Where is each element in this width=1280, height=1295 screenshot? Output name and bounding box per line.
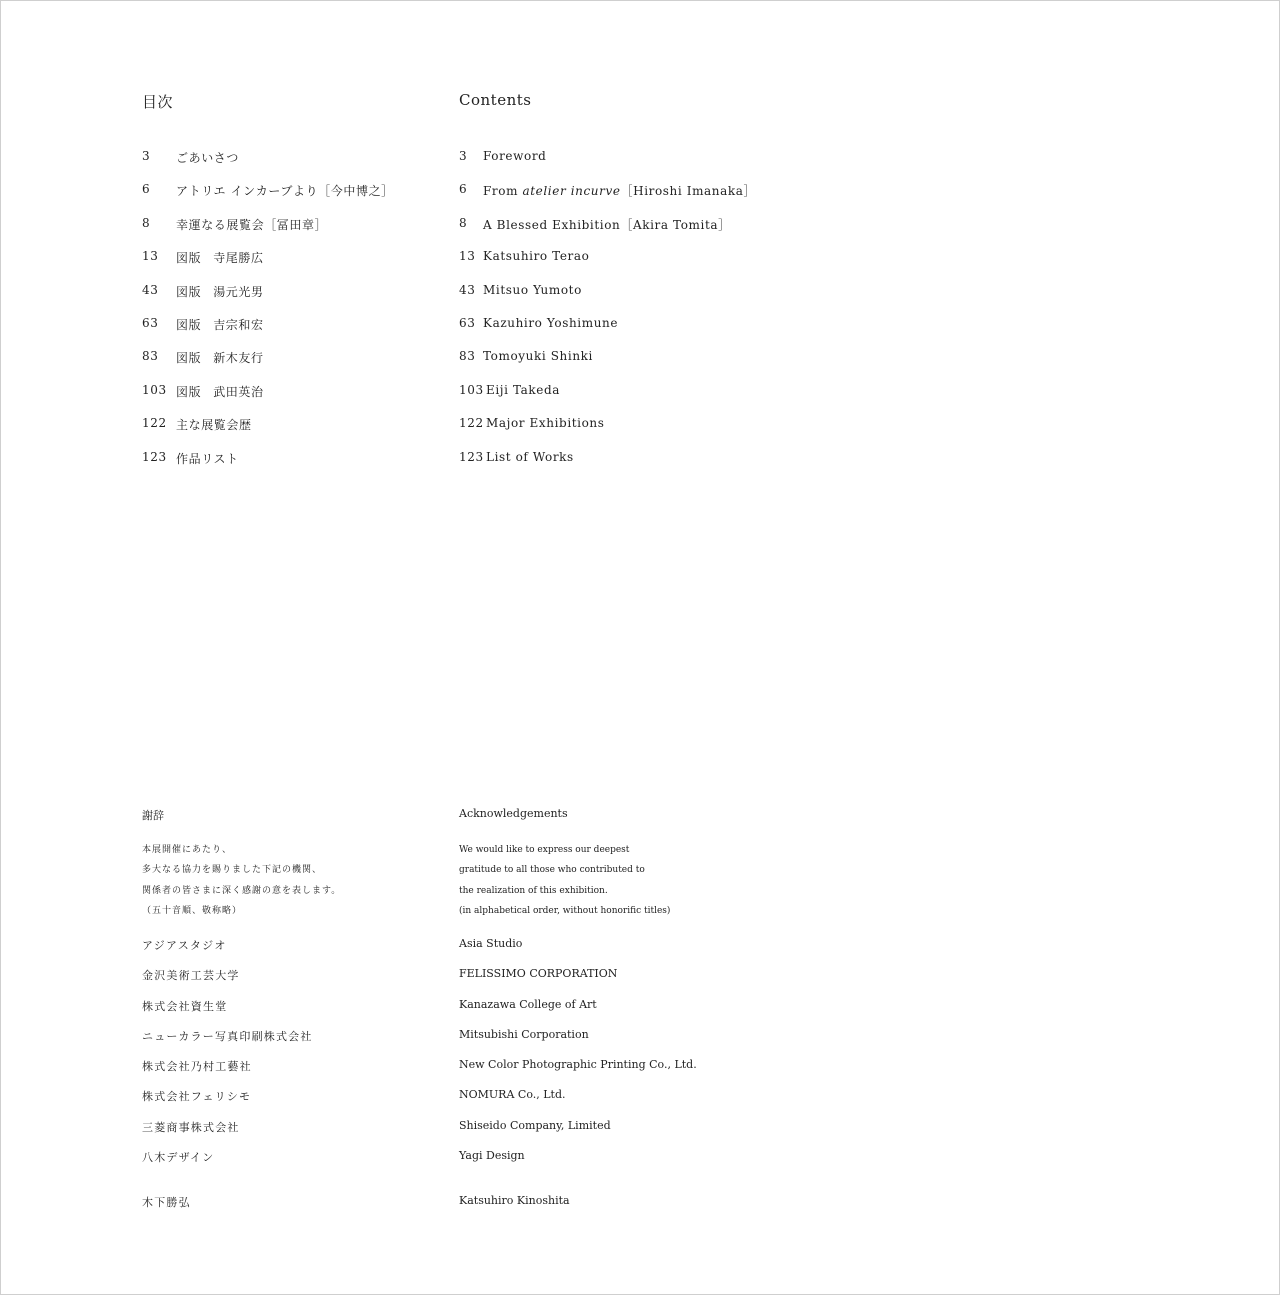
intro-line: (in alphabetical order, without honorific titles)	[459, 905, 671, 916]
toc-title: Katsuhiro Terao	[483, 249, 590, 264]
org-name: 株式会社乃村工藝社	[142, 1060, 252, 1074]
toc-page-number: 3	[142, 149, 151, 163]
toc-title: 幸運なる展覧会［冨田章］	[176, 217, 328, 232]
toc-title	[483, 182, 756, 199]
intro-line: 本展開催にあたり、	[142, 845, 233, 855]
toc-list-jp	[142, 149, 394, 483]
toc-page-number: 8	[459, 215, 468, 230]
acknowledgements-intro-en	[459, 840, 670, 921]
intro-line: 関係者の皆さまに深く感謝の意を表します。	[142, 885, 342, 896]
acknowledgements-intro-jp	[142, 840, 341, 921]
acknowledged-person-jp: 木下勝弘	[142, 1196, 191, 1209]
toc-title: 主な展覧会歴	[176, 418, 252, 433]
acknowledgements-orgs-jp	[142, 937, 313, 1179]
toc-page-number: 103	[142, 382, 167, 397]
org-name: Mitsubishi Corporation	[459, 1027, 589, 1041]
org-name: Kanazawa College of Art	[459, 997, 597, 1011]
org-name: 八木デザイン	[142, 1151, 215, 1165]
org-name: Asia Studio	[459, 937, 523, 950]
toc-page-number: 63	[142, 315, 159, 330]
toc-item	[459, 216, 756, 249]
toc-title: 湯元光男	[213, 284, 264, 299]
toc-title: ごあいさつ	[176, 151, 240, 165]
toc-title: 吉宗和宏	[213, 317, 264, 332]
toc-heading-en: Contents	[459, 91, 532, 109]
toc-item	[459, 283, 756, 316]
toc-title-prefix: From	[483, 184, 523, 199]
toc-item	[142, 383, 394, 416]
acknowledgements-heading-en: Acknowledgements	[459, 807, 568, 820]
org-name: 金沢美術工芸大学	[142, 969, 240, 983]
toc-page-number: 83	[142, 349, 159, 364]
toc-page-number: 6	[142, 182, 151, 197]
toc-page-number: 6	[459, 182, 468, 197]
intro-line: the realization of this exhibition.	[459, 885, 608, 896]
toc-page-number: 43	[142, 282, 159, 297]
toc-plates-label: 図版	[176, 317, 202, 332]
acknowledged-person-en: Katsuhiro Kinoshita	[459, 1194, 570, 1207]
toc-title: Eiji Takeda	[486, 382, 561, 397]
intro-line: gratitude to all those who contributed to	[459, 865, 645, 876]
toc-item	[142, 283, 394, 316]
toc-title: Foreword	[483, 149, 547, 163]
toc-title: Mitsuo Yumoto	[483, 282, 582, 297]
org-name: New Color Photographic Printing Co., Ltd.	[459, 1058, 697, 1072]
toc-title: 作品リスト	[176, 451, 239, 466]
org-name: 株式会社フェリシモ	[142, 1090, 252, 1104]
toc-plates-label: 図版	[176, 351, 202, 366]
toc-title-italic: atelier incurve	[522, 184, 621, 199]
toc-item	[142, 182, 394, 215]
toc-item	[142, 316, 394, 349]
org-name: Shiseido Company, Limited	[459, 1118, 611, 1132]
toc-page-number: 123	[142, 449, 167, 464]
toc-plates-label: 図版	[176, 284, 202, 299]
org-name: 三菱商事株式会社	[142, 1120, 240, 1134]
toc-page-number: 122	[142, 416, 167, 431]
acknowledgements-orgs-en	[459, 937, 697, 1179]
toc-item	[459, 416, 756, 449]
toc-page-number: 43	[459, 282, 476, 297]
toc-item	[142, 450, 394, 483]
toc-page-number: 122	[459, 416, 484, 431]
toc-plates-label: 図版	[176, 384, 202, 399]
toc-title: Major Exhibitions	[486, 416, 605, 431]
toc-item	[142, 349, 394, 382]
toc-page-number: 8	[142, 215, 151, 230]
toc-page-number: 13	[459, 249, 476, 264]
toc-item	[142, 416, 394, 449]
toc-item	[459, 450, 756, 483]
toc-item	[142, 249, 394, 282]
toc-item	[142, 216, 394, 249]
toc-page-number: 3	[459, 149, 468, 163]
toc-item	[459, 316, 756, 349]
toc-title: A Blessed Exhibition［Akira Tomita］	[483, 217, 731, 232]
toc-page-number: 83	[459, 349, 476, 364]
toc-page-number: 13	[142, 249, 159, 264]
toc-title: アトリエ インカーブより［今中博之］	[176, 184, 394, 199]
toc-item	[459, 182, 756, 215]
toc-title: Kazuhiro Yoshimune	[483, 315, 619, 330]
acknowledgements-heading-jp: 謝辞	[142, 809, 164, 822]
intro-line: （五十音順、敬称略）	[142, 905, 243, 916]
toc-plates-label: 図版	[176, 251, 202, 266]
toc-item	[459, 149, 756, 182]
org-name: NOMURA Co., Ltd.	[459, 1088, 566, 1102]
toc-page-number: 103	[459, 382, 484, 397]
toc-list-en	[459, 149, 756, 483]
org-name: Yagi Design	[459, 1149, 525, 1163]
org-name: アジアスタジオ	[142, 939, 227, 952]
toc-title: List of Works	[486, 449, 574, 464]
toc-title: 武田英治	[213, 384, 264, 399]
toc-item	[142, 149, 394, 182]
toc-item	[459, 383, 756, 416]
toc-title: 寺尾勝広	[213, 251, 264, 266]
org-name: 株式会社資生堂	[142, 999, 228, 1013]
intro-line: We would like to express our deepest	[459, 845, 630, 855]
toc-title: Tomoyuki Shinki	[483, 349, 593, 364]
intro-line: 多大なる協力を賜りました下記の機関、	[142, 865, 323, 876]
toc-item	[459, 249, 756, 282]
toc-title: 新木友行	[213, 351, 264, 366]
toc-heading-jp: 目次	[142, 93, 174, 111]
toc-page-number: 123	[459, 449, 484, 464]
toc-title-suffix: ［Hiroshi Imanaka］	[620, 184, 757, 199]
org-name: FELISSIMO CORPORATION	[459, 967, 618, 981]
org-name: ニューカラー写真印刷株式会社	[142, 1029, 313, 1043]
toc-page-number: 63	[459, 315, 476, 330]
toc-item	[459, 349, 756, 382]
